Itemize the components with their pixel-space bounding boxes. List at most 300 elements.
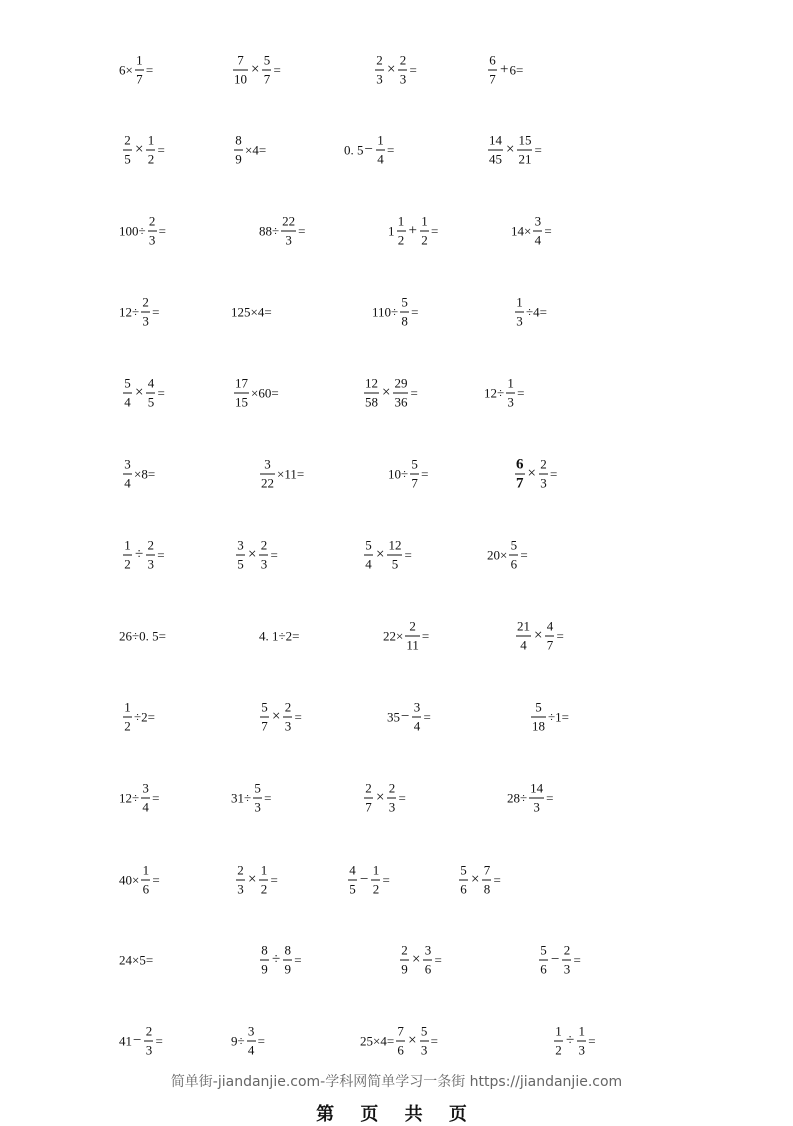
problem-13 (119, 296, 159, 329)
numerator: 8 (284, 942, 291, 958)
numerator: 4 (147, 375, 155, 391)
denominator: 3 (540, 475, 547, 491)
expression-text: = (549, 466, 558, 482)
problem-48 (537, 944, 581, 977)
fraction-bar (375, 70, 384, 71)
denominator: 4 (365, 556, 372, 572)
operator: × (527, 465, 536, 482)
numerator: 17 (235, 375, 248, 391)
denominator: 2 (260, 881, 268, 897)
fraction-bar (509, 555, 518, 556)
numerator: 8 (235, 132, 242, 148)
operator: − (360, 871, 369, 888)
denominator: 3 (507, 394, 514, 410)
fraction-bar (482, 880, 491, 881)
operator: − (364, 141, 373, 158)
denominator: 3 (285, 232, 292, 248)
fraction-bar (539, 474, 548, 475)
fraction (123, 377, 132, 410)
expression-text: ÷1= (548, 709, 569, 725)
problem-23 (388, 458, 428, 491)
expression-text: = (573, 952, 581, 968)
numerator: 1 (397, 213, 405, 229)
denominator: 3 (563, 961, 571, 977)
denominator: 36 (394, 394, 408, 410)
operator: × (251, 61, 260, 78)
problem-50 (231, 1025, 265, 1058)
problem-9 (119, 215, 166, 248)
problem-32 (514, 620, 564, 653)
problem-31 (383, 620, 429, 653)
fraction-bar (234, 393, 249, 394)
fraction (412, 701, 421, 734)
fraction-bar (123, 393, 132, 394)
fraction-bar (539, 960, 548, 961)
fraction (517, 134, 532, 167)
operator: × (408, 1032, 417, 1049)
expression-text: 40× (119, 872, 140, 888)
expression-text: = (264, 790, 272, 806)
fraction (420, 215, 429, 248)
operator: − (133, 1032, 142, 1049)
numerator: 14 (530, 780, 544, 796)
problem-38 (231, 782, 271, 815)
numerator: 2 (563, 942, 571, 958)
fraction (141, 864, 150, 897)
fraction-bar (459, 880, 468, 881)
fraction-bar (529, 798, 544, 799)
numerator: 7 (237, 52, 244, 68)
problem-15 (372, 296, 419, 329)
denominator: 10 (234, 71, 247, 87)
operator: − (551, 951, 560, 968)
problem-29 (119, 630, 166, 643)
expression-text: = (588, 1033, 596, 1049)
numerator: 3 (264, 456, 271, 472)
fraction (423, 944, 432, 977)
fraction-bar (531, 717, 546, 718)
fraction-bar (410, 474, 419, 475)
numerator: 3 (124, 456, 131, 472)
numerator: 15 (518, 132, 532, 148)
fraction (234, 134, 243, 167)
fraction-bar (123, 150, 132, 151)
expression-text: 0. 5 (344, 142, 364, 158)
fraction-bar (488, 70, 497, 71)
expression-text: = (152, 790, 160, 806)
numerator: 3 (413, 699, 421, 715)
numerator: 5 (460, 862, 467, 878)
fraction-bar (146, 150, 155, 151)
expression-text: = (544, 223, 552, 239)
expression-text: = (298, 223, 306, 239)
numerator: 2 (409, 618, 416, 634)
numerator: 1 (260, 862, 268, 878)
numerator: 3 (247, 1023, 255, 1039)
problem-28 (487, 539, 528, 572)
operator: × (135, 141, 144, 158)
fraction-bar (135, 70, 144, 71)
numerator: 2 (142, 294, 149, 310)
expression-text: = (434, 952, 442, 968)
fraction-bar (420, 1041, 429, 1042)
problem-27 (362, 539, 412, 572)
fraction-bar (233, 70, 248, 71)
fraction-bar (247, 1041, 256, 1042)
denominator: 3 (388, 799, 396, 815)
fraction (531, 701, 546, 734)
fraction (233, 54, 248, 87)
fraction (123, 701, 132, 734)
numerator: 5 (401, 294, 408, 310)
problem-11 (388, 215, 438, 248)
expression-text: = (398, 790, 406, 806)
fraction (144, 1025, 153, 1058)
denominator: 4 (520, 637, 527, 653)
fraction (482, 864, 491, 897)
fraction (146, 377, 155, 410)
expression-text: = (556, 628, 564, 644)
fraction (459, 864, 468, 897)
numerator: 1 (516, 294, 523, 310)
fraction (577, 1025, 586, 1058)
fraction-bar (515, 312, 524, 313)
problem-7 (344, 134, 394, 167)
fraction-bar (506, 393, 515, 394)
denominator: 18 (532, 718, 545, 734)
fraction-bar (141, 312, 150, 313)
fraction-bar (146, 555, 155, 556)
expression-text: = (273, 62, 281, 78)
problem-35 (387, 701, 431, 734)
fraction (148, 215, 157, 248)
problem-45 (119, 954, 153, 967)
problem-4 (486, 54, 523, 87)
numerator: 1 (124, 537, 131, 553)
denominator: 3 (147, 556, 154, 572)
fraction (371, 864, 380, 897)
denominator: 3 (399, 71, 407, 87)
numerator: 1 (507, 375, 514, 391)
denominator: 3 (254, 799, 261, 815)
operator: × (412, 951, 421, 968)
denominator: 9 (235, 151, 242, 167)
fraction-bar (420, 231, 429, 232)
operator: × (471, 871, 480, 888)
expression-text: 20× (487, 547, 508, 563)
numerator: 2 (388, 780, 396, 796)
expression-text: ×60= (251, 385, 279, 401)
problem-8 (486, 134, 542, 167)
fraction-bar (533, 231, 542, 232)
expression-text: = (270, 872, 278, 888)
expression-text: 28÷ (507, 790, 528, 806)
problem-1 (119, 54, 153, 87)
fraction-bar (545, 636, 554, 637)
fraction-bar (517, 150, 532, 151)
denominator: 9 (401, 961, 408, 977)
problem-20 (484, 377, 524, 410)
fraction-bar (364, 393, 379, 394)
expression-text: = (152, 872, 160, 888)
expression-text: 10÷ (388, 466, 409, 482)
fraction-bar (376, 150, 385, 151)
problem-6 (232, 134, 266, 167)
fraction (515, 458, 525, 491)
fraction (400, 296, 409, 329)
problem-10 (259, 215, 305, 248)
numerator: 22 (282, 213, 296, 229)
fraction (247, 1025, 256, 1058)
fraction-bar (515, 474, 525, 475)
fraction-bar (387, 798, 396, 799)
numerator: 5 (540, 942, 547, 958)
fraction (236, 864, 245, 897)
denominator: 45 (489, 151, 502, 167)
expression-text: = (404, 547, 412, 563)
denominator: 4 (413, 718, 421, 734)
expression-text: 9÷ (231, 1033, 245, 1049)
fraction (260, 944, 269, 977)
fraction-bar (398, 70, 407, 71)
fraction (123, 458, 132, 491)
expression-text: = (157, 142, 165, 158)
problem-21 (121, 458, 155, 491)
expression-text: = (430, 223, 439, 239)
fraction (234, 377, 249, 410)
fraction (364, 782, 373, 815)
numerator: 2 (260, 537, 268, 553)
problem-26 (234, 539, 278, 572)
problem-40 (507, 782, 553, 815)
problem-43 (346, 864, 390, 897)
fraction (397, 215, 406, 248)
numerator: 14 (489, 132, 502, 148)
fraction (509, 539, 518, 572)
problem-3 (373, 54, 417, 87)
fraction (554, 1025, 563, 1058)
page-number-label: 第 页 共 页 (316, 1104, 477, 1125)
fraction (400, 944, 409, 977)
expression-text: 24×5= (119, 952, 154, 968)
fraction (259, 864, 268, 897)
expression-text: = (517, 385, 525, 401)
fraction (376, 134, 385, 167)
fraction-bar (260, 474, 275, 475)
fraction (420, 1025, 429, 1058)
problem-22 (258, 458, 304, 491)
denominator: 2 (397, 232, 405, 248)
numerator: 8 (261, 942, 268, 958)
fraction-bar (148, 231, 157, 232)
fraction (236, 539, 245, 572)
operator: + (408, 222, 417, 239)
operator: × (248, 546, 257, 563)
denominator: 5 (391, 556, 399, 572)
expression-text: = (421, 466, 429, 482)
denominator: 8 (483, 881, 491, 897)
problem-33 (121, 701, 155, 734)
numerator: 1 (124, 699, 131, 715)
expression-text: 4. 1÷2= (259, 628, 300, 644)
numerator: 6 (516, 456, 524, 473)
problem-44 (457, 864, 501, 897)
numerator: 4 (349, 862, 356, 878)
fraction (364, 377, 379, 410)
fraction (135, 54, 144, 87)
denominator: 7 (136, 71, 143, 87)
numerator: 2 (124, 132, 131, 148)
fraction (253, 782, 262, 815)
numerator: 3 (534, 213, 542, 229)
fraction-bar (397, 231, 406, 232)
denominator: 3 (578, 1042, 585, 1058)
expression-text: 31÷ (231, 790, 252, 806)
expression-text: = (157, 385, 165, 401)
numerator: 2 (147, 537, 154, 553)
denominator: 3 (420, 1042, 428, 1058)
denominator: 6 (397, 1042, 404, 1058)
problem-49 (119, 1025, 163, 1058)
denominator: 7 (411, 475, 418, 491)
numerator: 12 (365, 375, 378, 391)
operator: − (401, 708, 410, 725)
denominator: 2 (372, 881, 380, 897)
numerator: 2 (376, 52, 383, 68)
fraction-bar (516, 636, 531, 637)
numerator: 5 (365, 537, 372, 553)
denominator: 58 (365, 394, 378, 410)
denominator: 6 (510, 556, 518, 572)
problem-17 (121, 377, 165, 410)
problem-19 (362, 377, 418, 410)
expression-text: = (152, 304, 160, 320)
fraction (375, 54, 384, 87)
problem-52 (552, 1025, 596, 1058)
expression-text: 125×4= (231, 304, 272, 320)
fraction-bar (412, 717, 421, 718)
expression-text: = (270, 547, 278, 563)
numerator: 4 (546, 618, 554, 634)
numerator: 7 (483, 862, 491, 878)
problem-36 (529, 701, 569, 734)
expression-text: 22× (383, 628, 404, 644)
expression-text: = (155, 1033, 163, 1049)
fraction-bar (364, 798, 373, 799)
numerator: 2 (148, 213, 156, 229)
fraction-bar (123, 717, 132, 718)
denominator: 5 (349, 881, 356, 897)
fraction (141, 782, 150, 815)
denominator: 5 (237, 556, 244, 572)
numerator: 1 (142, 862, 150, 878)
fraction-bar (123, 474, 132, 475)
denominator: 2 (555, 1042, 562, 1058)
fraction-bar (364, 555, 373, 556)
fraction-bar (236, 880, 245, 881)
expression-text: 41 (119, 1033, 132, 1049)
expression-text: 35 (387, 709, 400, 725)
expression-text: = (534, 142, 542, 158)
fraction-bar (146, 393, 155, 394)
fraction-bar (141, 880, 150, 881)
expression-text: = (423, 709, 431, 725)
expression-text: ÷2= (134, 709, 155, 725)
expression-text: 12÷ (119, 790, 140, 806)
fraction-bar (393, 393, 408, 394)
denominator: 5 (147, 394, 155, 410)
denominator: 3 (148, 232, 156, 248)
operator: × (534, 627, 543, 644)
fraction (283, 944, 292, 977)
problem-34 (258, 701, 302, 734)
expression-text: = (430, 1033, 438, 1049)
problem-18 (232, 377, 279, 410)
fraction-bar (234, 150, 243, 151)
numerator: 29 (394, 375, 408, 391)
fraction (393, 377, 408, 410)
problem-41 (119, 864, 160, 897)
expression-text: = (294, 952, 302, 968)
operator: × (506, 141, 515, 158)
numerator: 5 (124, 375, 131, 391)
expression-text: 12÷ (484, 385, 505, 401)
numerator: 5 (263, 52, 271, 68)
denominator: 3 (376, 71, 383, 87)
fraction (348, 864, 357, 897)
problem-46 (258, 944, 302, 977)
problem-24 (513, 458, 557, 491)
expression-text: ×4= (245, 142, 267, 158)
fraction (262, 54, 271, 87)
fraction (283, 701, 292, 734)
fraction-bar (236, 555, 245, 556)
denominator: 4 (124, 475, 131, 491)
fraction (515, 296, 524, 329)
fraction (259, 539, 268, 572)
fraction (533, 215, 542, 248)
operator: ÷ (135, 546, 144, 563)
expression-text: 14× (511, 223, 532, 239)
denominator: 21 (518, 151, 532, 167)
numerator: 5 (254, 780, 261, 796)
problem-25 (121, 539, 165, 572)
fraction-bar (400, 312, 409, 313)
expression-text: = (158, 223, 166, 239)
fraction-bar (554, 1041, 563, 1042)
fraction-bar (260, 960, 269, 961)
fraction-bar (562, 960, 571, 961)
fraction (387, 539, 402, 572)
expression-text: ÷4= (526, 304, 547, 320)
numerator: 21 (517, 618, 530, 634)
fraction (545, 620, 554, 653)
expression-text: 1 (388, 223, 395, 239)
fraction-bar (396, 1041, 405, 1042)
denominator: 7 (365, 799, 372, 815)
fraction (123, 134, 132, 167)
denominator: 3 (237, 881, 244, 897)
denominator: 7 (546, 637, 554, 653)
expression-text: 26÷0. 5= (119, 628, 166, 644)
denominator: 5 (124, 151, 131, 167)
problem-2 (231, 54, 281, 87)
numerator: 1 (555, 1023, 562, 1039)
expression-text: 6= (509, 62, 524, 78)
numerator: 3 (424, 942, 432, 958)
numerator: 5 (420, 1023, 428, 1039)
fraction (141, 296, 150, 329)
